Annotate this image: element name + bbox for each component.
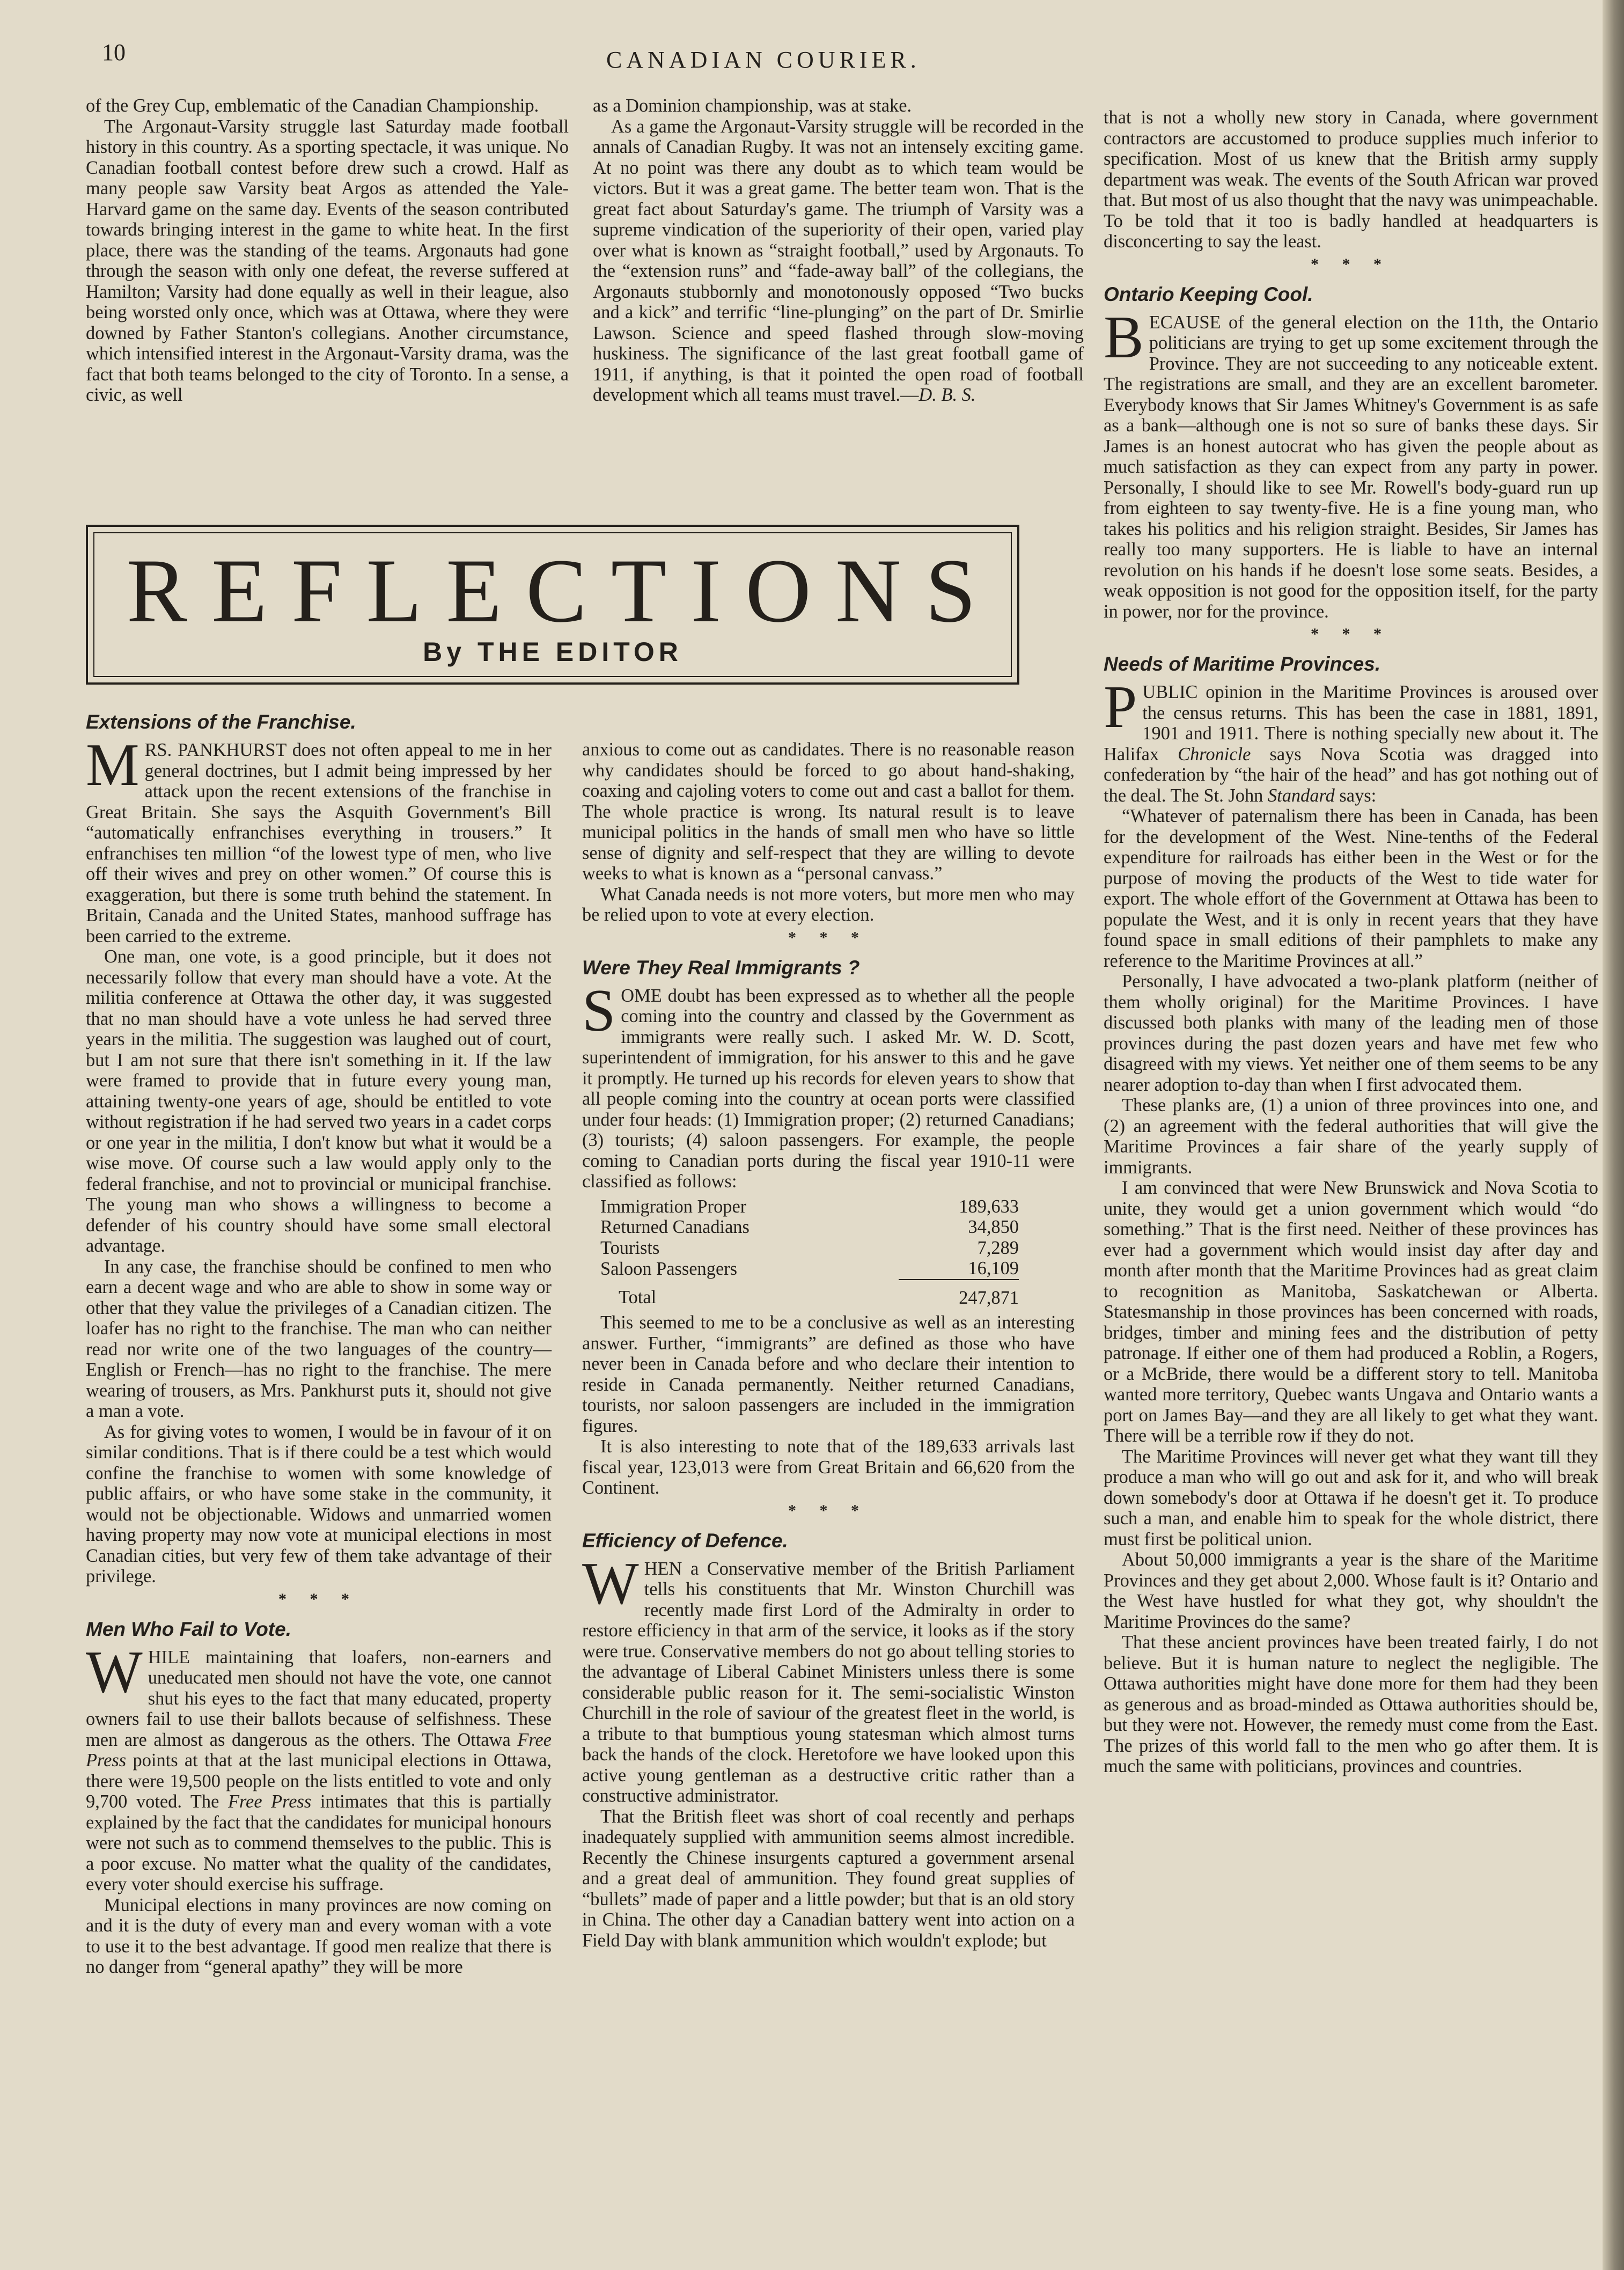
paragraph-text: As a game the Argonaut-Varsity struggle will be recorded in the annals of Canadian Rugby. It was not an intensely exciting game. At no point was there any doubt as to which team would be victors. But it was a great game. The better team won. That is the great fact about Saturday's game. The triumph of Varsity was a supreme vindication of the superiority of their open, varied play over what is known as “straight football,” used by Argonauts. To the “extension runs” and “fade-away ball” of the collegians, the Argonauts stubbornly and monotonously opposed “Two bucks and a kick” and terrific “line-plunging” on the part of Dr. Smirlie Lawson. Science and speed flashed through slow-moving huskiness. The significance of the last great football game of 1911, if anything, is that it pointed the open road of football development which all teams must travel.— (593, 116, 1084, 405)
section-heading: Were They Real Immigrants ? (582, 956, 860, 979)
column-2 (582, 739, 1075, 1951)
paragraph: One man, one vote, is a good principle, but it does not necessarily follow that every man should have a vote. At the militia conference at Ottawa the other day, it was suggested that no man should have a vote unless he had served three years in the militia. The suggestion was laughed out of court, but I am not sure that there isn't something in it. If the law were framed to provide that in future every young man, attaining twenty-one years of age, should be entitled to vote without registration if he had served two years in a cadet corps or one year in the militia, I don't know but what it would be a wise move. Of course such a law would apply only to the federal franchise, and not to provincial or municipal franchise. The young man who shows a willingness to become a defender of his country should have some small electoral advantage. (86, 946, 552, 1256)
section-heading: Needs of Maritime Provinces. (1104, 653, 1381, 675)
top-column-2 (593, 95, 1084, 406)
table-row (600, 1258, 1019, 1280)
paragraph (86, 732, 552, 946)
table-value: 16,109 (968, 1258, 1019, 1279)
section-heading: Extensions of the Franchise. (86, 711, 356, 733)
banner-title: REFLECTIONS (126, 540, 1001, 641)
table-value: 189,633 (959, 1196, 1019, 1217)
paragraph: This seemed to me to be a conclusive as well as an interesting answer. Further, “immigrants” are defined as those who have never been in Canada before and who declare their intention to reside in Canada permanently. Neither returned Canadians, tourists, nor saloon passengers are included in the immigration figures. (582, 1312, 1075, 1436)
section-divider: * * * (788, 928, 869, 946)
paragraph: In any case, the franchise should be confined to men who earn a decent wage and who are able to show in some way or other that they value the privileges of a Canadian citizen. The loafer has no right to the franchise. The man who can neither read nor write one of the two languages of the country—English or French—has no right to the franchise. The mere wearing of trousers, as Mrs. Pankhurst puts it, should not give a man a vote. (86, 1256, 552, 1421)
paragraph: I am convinced that were New Brunswick and Nova Scotia to unite, they would get a union government which would “do something.” That is the first need. Neither of these provinces has ever had a government which would insist day after day and month after month that the Maritime Provinces had as great claim to recognition as Manitoba, Saskatchewan or Alberta. Statesmanship in those provinces has been concerned with roads, bridges, timber and mining fees and the distribution of petty patronage. If either one of them had produced a Roblin, a Rogers, or a McBride, there would be a different story to tell. Manitoba wanted more territory, Quebec wants Ungava and Ontario wants a port on James Bay—and they are all likely to get what they want. There will be a terrible row if they do not. (1104, 1178, 1598, 1446)
banner-inner-frame (93, 532, 1012, 677)
paragraph (582, 1550, 1075, 1806)
drop-cap: B (1104, 304, 1144, 371)
drop-cap: M (86, 732, 139, 798)
paragraph: These planks are, (1) a union of three provinces into one, and (2) an agreement with the federal authorities that will give the Maritime Provinces a fair share of the yearly supply of immigrants. (1104, 1095, 1598, 1178)
drop-cap: W (582, 1550, 639, 1617)
paragraph: Municipal elections in many provinces are now coming on and it is the duty of every man and every woman with a vote to use it to the best advantage. If good men realize that there is no danger from “general apathy” they will be more (86, 1894, 552, 1977)
page-number: 10 (102, 39, 126, 65)
paragraph (1104, 674, 1598, 806)
table-value: 7,289 (977, 1237, 1019, 1258)
table-total-value: 247,871 (899, 1280, 1019, 1309)
table-row (600, 1217, 1019, 1238)
top-column-1 (86, 95, 569, 406)
paragraph-text: says: (1334, 785, 1377, 806)
drop-cap: P (1104, 674, 1137, 740)
section-heading: Ontario Keeping Cool. (1104, 283, 1313, 305)
paragraph: It is also interesting to note that of the 189,633 arrivals last fiscal year, 123,013 were from Great Britain and 66,620 from the Continent. (582, 1436, 1075, 1498)
table-total-row (600, 1280, 1019, 1309)
section-divider: * * * (1311, 625, 1391, 643)
publication-name: Standard (1267, 785, 1335, 806)
running-title: CANADIAN COURIER. (606, 47, 921, 73)
paragraph: as a Dominion championship, was at stake. (593, 95, 912, 116)
paragraph: The Argonaut-Varsity struggle last Saturday made football history in this country. As a sporting spectacle, it was unique. No Canadian football contest before drew such a crowd. Half as many people saw Varsity beat Argos as attended the Yale-Harvard game on the same day. Events of the season contributed towards bringing interest in the game to white heat. In the first place, there was the standing of the teams. Argonauts had gone through the season with only one defeat, the reverse suffered at Hamilton; Varsity had done equally as well in their league, also being worsted only once, which was at Ottawa, where they were downed by Father Stanton's collegians. Another circumstance, which intensified interest in the Argonaut-Varsity drama, was the fact that both teams belonged to the city of Toronto. In a sense, a civic, as well (86, 116, 569, 405)
section-divider: * * * (278, 1590, 359, 1608)
table-row (600, 1196, 1019, 1217)
table-label: Saloon Passengers (600, 1258, 738, 1279)
table-value: 34,850 (968, 1217, 1019, 1237)
paragraph-text: RS. PANKHURST does not often appeal to me in her general doctrines, but I admit being impressed by her attack upon the recent extensions of the franchise in Great Britain. She says the Asquith Government's Bill “automatically enfranchises everything in trousers.” It enfranchises ten million “of the lowest type of men, who live off their wives and prey on other women.” Of course this is exaggeration, but there is some truth behind the statement. In Britain, Canada and the United States, manhood suffrage has been carried to the extreme. (86, 740, 552, 946)
paragraph: Personally, I have advocated a two-plank platform (neither of them wholly original) for the Maritime Provinces. I have discussed both planks with many of the leading men of those provinces during the past dozen years and have met few who disagreed with my views. Yet neither one of them seems to be any nearer adoption to-day than when I first advocated them. (1104, 971, 1598, 1095)
paragraph: of the Grey Cup, emblematic of the Canadian Championship. (86, 95, 539, 116)
section-heading: Men Who Fail to Vote. (86, 1618, 291, 1640)
paragraph-text: HEN a Conservative member of the British Parliament tells his constituents that Mr. Winston Churchill was recently made first Lord of the Admiralty in order to restore efficiency in that arm of the service, it looks as if the story were true. Conservative members do not go about telling stories to the advantage of Liberal Cabinet Ministers unless there is some considerable public reason for it. The semi-socialistic Winston Churchill in the role of saviour of the greatest fleet in the world, is a tribute to that bumptious young statesman which almost turns back the hands of the clock. Heretofore we have looked upon this active young gentleman as a destructive critic rather than a constructive administrator. (582, 1558, 1075, 1806)
table-row (600, 1238, 1019, 1259)
paragraph: anxious to come out as candidates. There is no reasonable reason why candidates should be forced to go about hand-shaking, coaxing and cajoling voters to come out and cast a ballot for them. The whole practice is wrong. Its natural result is to leave municipal politics in the hands of small men who have so little sense of dignity and self-respect that they are willing to devote weeks to what is known as a “personal canvass.” (582, 739, 1075, 884)
column-1 (86, 711, 552, 1978)
publication-name: Chronicle (1178, 744, 1251, 765)
publication-name: Free Press (227, 1791, 312, 1812)
section-divider: * * * (788, 1501, 869, 1519)
paragraph: The Maritime Provinces will never get what they want till they produce a man who will go out and ask for it, and who will break down somebody's door at Ottawa if he doesn't get it. To produce such a man, and enable him to speak for the whole district, there must first be political union. (1104, 1446, 1598, 1549)
author-signature: D. B. S. (918, 385, 976, 405)
paragraph-text: HILE maintaining that loafers, non-earners and uneducated men should not have the vote, one cannot shut his eyes to the fact that many educated, property owners fail to use their ballots because of selfishness. These men are almost as dangerous as the others. The Ottawa (86, 1647, 552, 1750)
drop-cap: S (582, 977, 616, 1044)
paragraph: That these ancient provinces have been treated fairly, I do not believe. But it is human nature to neglect the negligible. The Ottawa authorities might have done more for them had they been as generous and as broad-minded as Ottawa authorities should be, but they were not. However, the remedy must come from the East. The prizes of this world fall to the men who go after them. It is much the same with politicians, provinces and countries. (1104, 1632, 1598, 1776)
table-label: Returned Canadians (600, 1217, 749, 1237)
quotation: “Whatever of paternalism there has been in Canada, has been for the development of the West. Nine-tenths of the Federal expenditure for railroads has either been in the West or for the purpose of moving the products of the West to tide water for export. The whole effort of the Government at Ottawa has been to populate the West, and it is only in recent years that they have found space in small editions of their pamphlets to make any reference to the Maritime Provinces at all.” (1104, 806, 1598, 971)
section-divider: * * * (1311, 255, 1391, 273)
drop-cap: W (86, 1639, 143, 1706)
section-heading: Efficiency of Defence. (582, 1529, 788, 1552)
paragraph (593, 116, 1084, 406)
reflections-banner (86, 525, 1019, 685)
banner-byline: By THE EDITOR (423, 637, 682, 667)
page-edge (1603, 0, 1624, 2270)
paragraph-text: says Nova Scotia was dragged into confederation by “the hair of the head” and has got nothing out of the deal. The St. John (1104, 744, 1598, 806)
paragraph (86, 1639, 552, 1895)
paragraph: that is not a wholly new story in Canada, where government contractors are accustomed to produce supplies much inferior to specification. Most of us knew that the British army supply department was weak. The events of the South African war proved that. But most of us also thought that the navy was unimpeachable. To be told that it too is badly handled at headquarters is disconcerting to say the least. (1104, 107, 1598, 252)
table-label: Immigration Proper (600, 1196, 747, 1217)
column-3 (1104, 107, 1598, 1777)
paragraph-text: OME doubt has been expressed as to whether all the people coming into the country and classed by the Government as immigrants were really such. I asked Mr. W. D. Scott, superintendent of immigration, for his answer to this and he gave it promptly. He turned up his records for eleven years to show that all people coming into the country at ocean ports were classified under four heads: (1) Immigration proper; (2) returned Canadians; (3) tourists; (4) saloon passengers. For example, the people coming to Canadian ports during the fiscal year 1910-11 were classified as follows: (582, 985, 1075, 1192)
immigration-table (600, 1196, 1019, 1309)
publication-name: Free Press (86, 1729, 552, 1771)
paragraph: As for giving votes to women, I would be in favour of it on similar conditions. That is if there could be a test which would confine the franchise to women with some knowledge of public affairs, or who have some stake in the community, it would not be objectionable. Widows and unmarried women having property may now vote at municipal elections in most Canadian cities, but very few of them take advantage of their privilege. (86, 1421, 552, 1586)
table-label: Tourists (600, 1237, 660, 1258)
paragraph: That the British fleet was short of coal recently and perhaps inadequately supplied with ammunition seems almost incredible. Recently the Chinese insurgents captured a government arsenal and a great deal of ammunition. They found great supplies of “bullets” made of paper and a little powder; but that is an old story in China. The other day a Canadian battery went into action on a Field Day with blank ammunition which wouldn't explode; but (582, 1806, 1075, 1951)
paragraph (582, 977, 1075, 1192)
table-total-label: Total (619, 1287, 657, 1307)
paragraph-text: ECAUSE of the general election on the 11th, the Ontario politicians are trying to get up some excitement through the Province. They are not succeeding to any noticeable extent. The registrations are small, and they are an excellent barometer. Everybody knows that Sir James Whitney's Government is as safe as a bank—although one is not so sure of banks these days. Sir James is an honest autocrat who has given the people about as much satisfaction as they can expect from any party in power. Personally, I should like to see Mr. Rowell's body-guard run up from eighteen to say twenty-five. He is a fine young man, who takes his politics and his religion straight. Besides, Sir James has really too many supporters. He is liable to have an internal revolution on his hands if he doesn't lose some seats. Besides, a weak opposition is not good for the opposition itself, for the party in power, nor for the province. (1104, 312, 1598, 622)
paragraph-text: UBLIC opinion in the Maritime Provinces is aroused over the census returns. This has been the case in 1881, 1891, 1901 and 1911. There is nothing specially new about it. The Halifax (1104, 682, 1598, 765)
paragraph-text: intimates that this is partially explained by the fact that the candidates for municipal honours were not such as to commend themselves to the public. This is a poor excuse. No matter what the quality of the candidates, every voter should exercise his suffrage. (86, 1791, 552, 1894)
paragraph-text: points at that at the last municipal elections in Ottawa, there were 19,500 people on the lists entitled to vote and only 9,700 voted. The (86, 1750, 552, 1812)
paragraph: About 50,000 immigrants a year is the share of the Maritime Provinces and they get about 2,000. Whose fault is it? Ontario and the West have hustled for what they got, why shouldn't the Maritime Provinces do the same? (1104, 1549, 1598, 1632)
paragraph (1104, 304, 1598, 622)
paragraph: What Canada needs is not more voters, but more men who may be relied upon to vote at every election. (582, 884, 1075, 925)
